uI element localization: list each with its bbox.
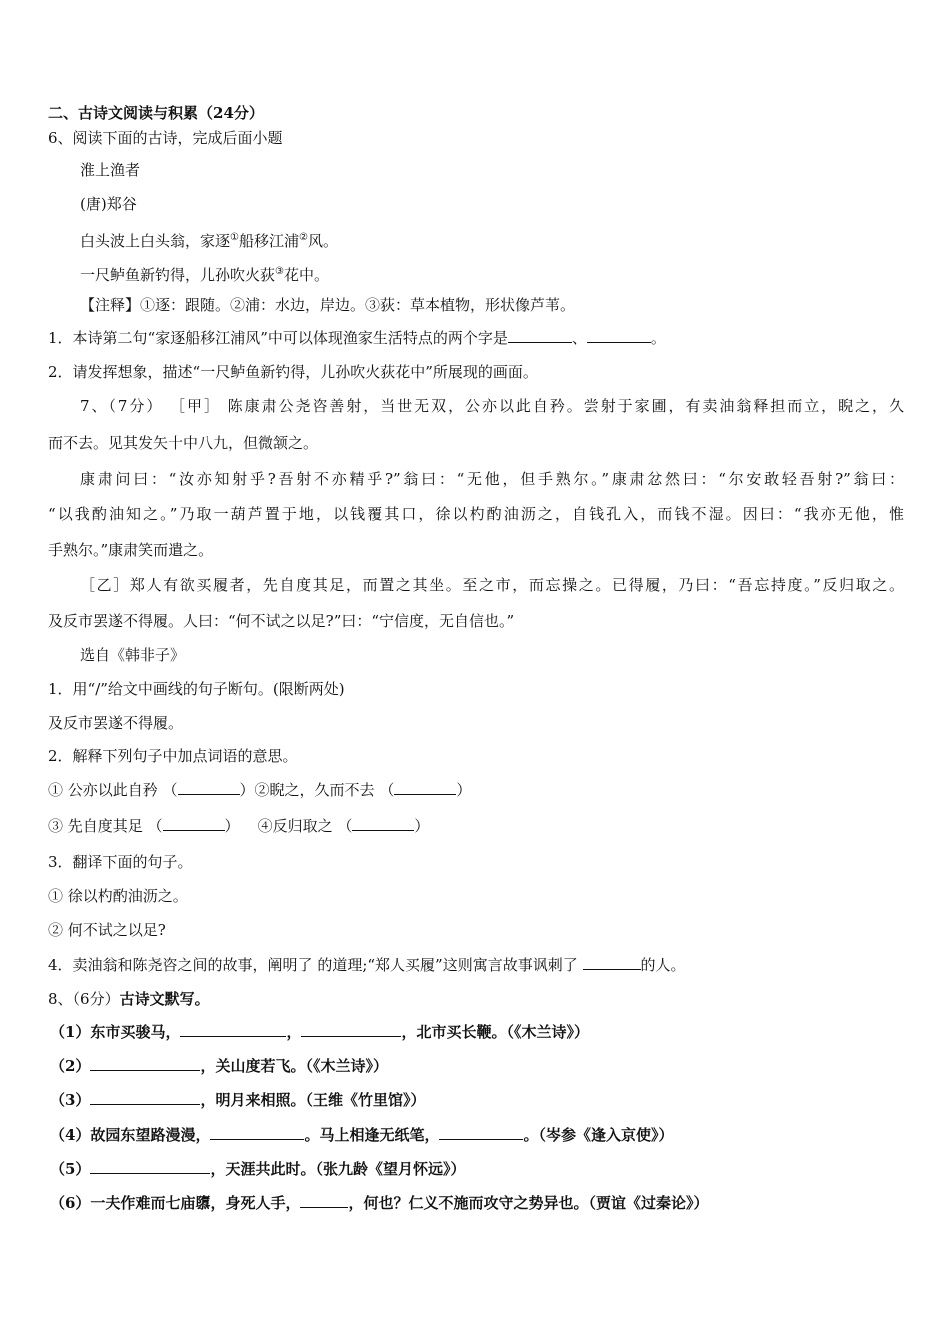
q7-sub2-row1: ① 公亦以此自矜 （ ）②睨之，久而不去 （ ） [48,781,472,799]
q8-title: 8、（6分）古诗文默写。 [48,990,210,1008]
footnote-mark-3: ③ [275,266,284,277]
q7-sub2: 2．解释下列句子中加点词语的意思。 [48,747,298,765]
answer-blank[interactable] [587,328,651,343]
q7-sub3-item2: ② 何不试之以足? [48,921,166,939]
answer-blank[interactable] [583,955,641,970]
answer-blank[interactable] [180,1022,286,1037]
q8-line-2: （2） ，关山度若飞。（《木兰诗》） [50,1057,388,1075]
q7-source: 选自《韩非子》 [80,646,186,664]
q8-line-5: （5） ，天涯共此时。（张九龄《望月怀远》） [50,1160,466,1178]
q6-prompt: 6、阅读下面的古诗，完成后面小题 [48,129,283,147]
q8-line-6: （6）一夫作难而七庙隳，身死人手， ，何也？仁义不施而攻守之势异也。（贾谊《过秦论》） [50,1194,709,1212]
poem-line-1: 白头波上白头翁，家逐①船移江浦②风。 [80,232,338,250]
answer-blank[interactable] [90,1090,200,1105]
footnote-mark-1: ① [230,232,239,243]
answer-blank[interactable] [439,1125,523,1140]
q8-line-4: （4）故园东望路漫漫， 。马上相逢无纸笔， 。（岑参《逢入京使》） [50,1126,674,1144]
q6-sub2: 2．请发挥想象，描述“一尺鲈鱼新钓得，儿孙吹火荻花中”所展现的画面。 [48,363,538,381]
answer-blank[interactable] [90,1056,200,1071]
q7-passage-jia-2: 而不去。见其发矢十中八九，但微颔之。 [48,434,319,452]
q7-sub3: 3．翻译下面的句子。 [48,853,193,871]
q7-sub1-sentence: 及反市罢遂不得履。 [48,714,184,732]
answer-blank[interactable] [178,780,240,795]
answer-blank[interactable] [301,1022,401,1037]
poem-line-2: 一尺鲈鱼新钓得，儿孙吹火荻③花中。 [80,266,329,284]
poem-title: 淮上渔者 [80,161,141,179]
answer-blank[interactable] [508,328,572,343]
q7-passage-yi-2: 及反市罢遂不得履。人曰：“何不试之以足?”曰：“宁信度，无自信也。” [48,612,515,630]
footnote-mark-2: ② [299,232,308,243]
answer-blank[interactable] [300,1193,348,1208]
answer-blank[interactable] [163,816,225,831]
q7-passage-jia-1: 7、（7分） ［甲］ 陈康肃公尧咨善射，当世无双，公亦以此自矜。尝射于家圃，有卖油翁释担而立，睨之，久 [80,397,904,415]
q7-passage-jia-5: 手熟尔。”康肃笑而遣之。 [48,541,214,559]
answer-blank[interactable] [352,816,414,831]
section-title: 二、古诗文阅读与积累（24分） [48,104,264,122]
answer-blank[interactable] [90,1159,210,1174]
q8-line-3: （3） ，明月来相照。（王维《竹里馆》） [50,1091,426,1109]
q8-line-1: （1）东市买骏马， ， ，北市买长鞭。（《木兰诗》） [50,1023,589,1041]
answer-blank[interactable] [394,780,456,795]
q7-sub3-item1: ① 徐以杓酌油沥之。 [48,887,188,905]
poem-note: 【注释】①逐：跟随。②浦：水边，岸边。③荻：草本植物，形状像芦苇。 [80,296,576,314]
answer-blank[interactable] [210,1125,304,1140]
q7-sub2-row2: ③ 先自度其足 （ ） ④反归取之 （ ） [48,817,430,835]
poem-author: (唐)郑谷 [80,195,137,213]
q7-passage-jia-4: “以我酌油知之。”乃取一葫芦置于地，以钱覆其口，徐以杓酌油沥之，自钱孔入，而钱不湿。因曰：“我亦无他，惟 [48,505,904,523]
q7-sub1: 1．用“/”给文中画线的句子断句。(限断两处) [48,680,345,698]
q6-sub1: 1．本诗第二句“家逐船移江浦风”中可以体现渔家生活特点的两个字是 、 。 [48,329,666,347]
q7-sub4: 4．卖油翁和陈尧咨之间的故事，阐明了 的道理;“郑人买履”这则寓言故事讽刺了 的人。 [48,956,686,974]
q7-passage-jia-3: 康肃问曰：“汝亦知射乎?吾射不亦精乎?”翁曰：“无他，但手熟尔。”康肃忿然曰：“尔安敢轻吾射?”翁曰： [80,470,904,488]
q7-passage-yi-1: ［乙］郑人有欲买履者，先自度其足，而置之其坐。至之市，而忘操之。已得履，乃曰：“吾忘持度。”反归取之。 [80,576,904,594]
